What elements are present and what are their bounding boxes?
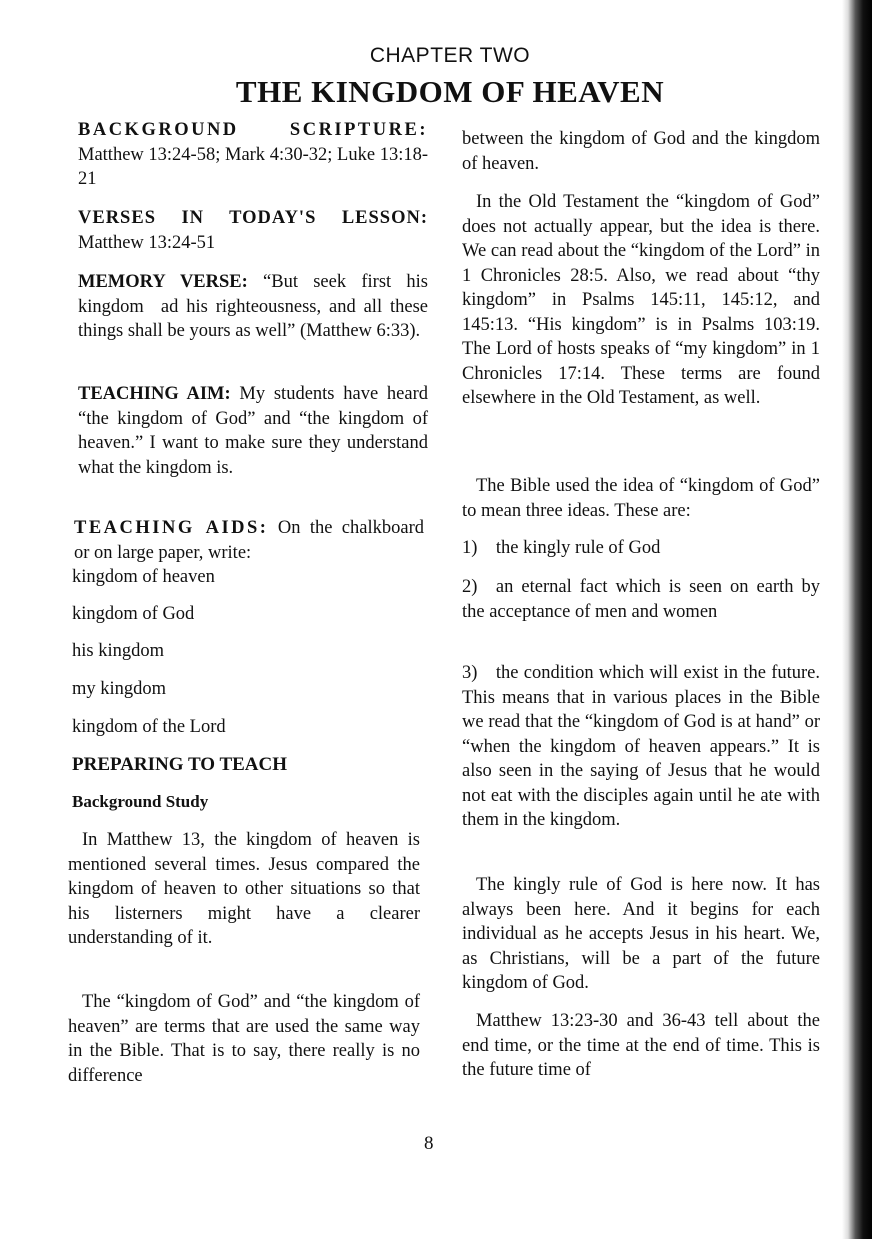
aids-text: On the chalkboard or on large paper, write: xyxy=(74,518,424,563)
memory-label: MEMORY VERSE: xyxy=(78,272,248,292)
aids-label: TEACHING AIDS: xyxy=(74,518,269,538)
paragraph: In the Old Testament the “kingdom of God” does not actually appear, but the idea is there. We can read about the “kingdom of the Lord” in 1 Chronicles 28:5. Also, we read about “thy kingdom” in Psalms 145:11, 145:12, and 145:13. “His kingdom” is in Psalms 103:19. The Lord of hosts speaks of “my kingdom” in 1 Chronicles 17:14. These terms are found elsewhere in the Old Testament, as well. xyxy=(462,192,820,408)
list-item: 1) the kingly rule of God xyxy=(462,538,661,558)
list-item: 2) an eternal fact which is seen on earth by the acceptance of men and women xyxy=(462,577,820,622)
scan-edge xyxy=(842,0,872,1239)
paragraph: In Matthew 13, the kingdom of heaven is mentioned several times. Jesus compared the kingdom of heaven to other situations so that his listerners might have a clearer understanding of it. xyxy=(68,830,420,948)
paragraph: The kingly rule of God is here now. It has always been here. And it begins for each individual as he accepts Jesus in his heart. We, as Christians, will be a part of the future kingdom of God. xyxy=(462,875,820,993)
aids-item: kingdom of the Lord xyxy=(72,717,226,737)
paragraph: The “kingdom of God” and “the kingdom of heaven” are terms that are used the same way in the Bible. That is to say, there really is no difference xyxy=(68,992,420,1086)
verses xyxy=(78,206,428,255)
verses-text: Matthew 13:24-51 xyxy=(78,232,216,253)
study-heading: Background Study xyxy=(72,792,209,811)
teaching-aids xyxy=(74,516,424,565)
memory-verse xyxy=(78,270,428,344)
chapter-label: CHAPTER TWO xyxy=(369,44,531,67)
background-label: BACKGROUND SCRIPTURE: xyxy=(78,120,428,140)
page-title: THE KINGDOM OF HEAVEN xyxy=(235,74,665,109)
preparing-heading: PREPARING TO TEACH xyxy=(72,754,288,775)
aids-item: kingdom of heaven xyxy=(72,567,215,587)
list-item: 3) the condition which will exist in the future. This means that in various places in the Bible we read that the “kingdom of God is at hand” or “when the kingdom of heaven appears.” It is also seen in the saying of Jesus that he would not eat with the disciples again until he ate with them in the kingdom. xyxy=(462,663,820,830)
paragraph: The Bible used the idea of “kingdom of God” to mean three ideas. These are: xyxy=(462,476,820,521)
verses-label: VERSES IN TODAY'S LESSON: xyxy=(78,208,428,228)
teaching-aim xyxy=(78,382,428,480)
memory-text: “But seek first his kingdom ad his righteousness, and all these things shall be yours as well” (Matthew 6:33). xyxy=(78,272,428,341)
aids-item: my kingdom xyxy=(72,679,167,699)
aim-text: My students have heard “the kingdom of God” and “the kingdom of heaven.” I want to make sure they understand what the kingdom is. xyxy=(78,384,428,478)
aids-item: his kingdom xyxy=(72,641,164,661)
paragraph: Matthew 13:23-30 and 36-43 tell about the end time, or the time at the end of time. This is the future time of xyxy=(462,1011,820,1080)
page-number: 8 xyxy=(424,1133,434,1154)
paragraph: between the kingdom of God and the kingdom of heaven. xyxy=(462,129,820,174)
aids-item: kingdom of God xyxy=(72,604,195,624)
aim-label: TEACHING AIM: xyxy=(78,384,231,404)
background-scripture xyxy=(78,118,428,192)
background-text: Matthew 13:24-58; Mark 4:30-32; Luke 13:18-21 xyxy=(78,144,428,189)
